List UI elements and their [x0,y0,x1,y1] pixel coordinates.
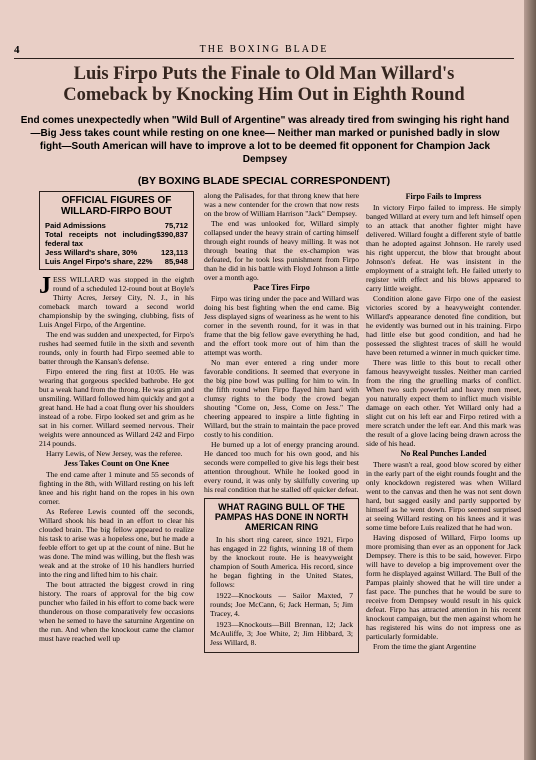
subheading: Firpo Fails to Impress [405,192,482,201]
article-column-2 [204,191,359,757]
figures-box-title: OFFICIAL FIGURES OF WILLARD-FIRPO BOUT [60,195,173,217]
figures-row-label: Jess Willard's share, 30% [45,248,138,257]
page-binding [524,0,536,760]
headline-line-2: Comeback by Knocking Him Out in Eighth Round [63,85,465,105]
masthead: THE BOXING BLADE [199,44,329,55]
paragraph: The end came after 1 minute and 55 seconds of fighting in the 8th, with Willard resting on his left knee and his right hand on the ropes in his own corner. [39,470,194,506]
headline-line-1: Luis Firpo Puts the Finale to Old Man Willard's [73,64,455,84]
figures-row [45,221,188,230]
figures-row [45,257,188,266]
record-box-title: WHAT RAGING BULL OF THE PAMPAS HAS DONE IN NORTH AMERICAN RING [214,502,349,532]
deck-summary: End comes unexpectedly when "Wild Bull of Argentine" was already tired from swinging his right hand—Big Jess takes count while resting on one knee— Neither man marked or punished badly in slow fight—South American will have to improve a lot to be deemed fit opponent for Champion Jack Dempsey [20,115,510,165]
paragraph: Condition alone gave Firpo one of the easiest victories scored by a heavyweight contender. Willard's appearance denoted fine condition, but he evidently was burned out in his training. Firpo had little else but good condition, and had he possessed the slightest traces of skill he would have been returned a winner in much quicker time. [366,294,521,357]
figures-row-label: Luis Angel Firpo's share, 22% [45,257,153,266]
paragraph: Firpo entered the ring first at 10:05. He was wearing that gorgeous speckled bathrobe. He got but a weak hand from the throng. He was grim and unsmiling. Willard followed him quickly and got a great hand. He had a coat flung over his shoulders instead of a robe. Firpo looked set and grim as he sat in his corner. Willard seemed nervous. Their weights were announced as Willard 242 and Firpo 214 pounds. [39,367,194,448]
firpo-record-box [204,498,359,653]
byline: (BY BOXING BLADE SPECIAL CORRESPONDENT) [137,175,391,187]
page-header [14,44,514,58]
paragraph: He burned up a lot of energy prancing around. He danced too much for his own good, and his seconds were compelled to give his legs their best attention throughout. While he looked good in every round, it was only by skilfully covering up his real condition that he stalled off quicker defeat. [204,440,359,494]
paragraph: From the time the giant Argentine [373,642,476,651]
paragraph-text: ESS WILLARD was stopped in the eighth round of a scheduled 12-round bout at Boyle's Thirty Acres, Jersey City, N. J., in his comeback march toward a second world championship by the swinging, clubbing, fists of Luis Angel Firpo, of the Argentine. [39,275,194,329]
paragraph: Having disposed of Willard, Firpo looms up more promising than ever as an opponent for Jack Dempsey. There is this to be said, however. Firpo will have to develop a big improvement over the form he displayed against Willard. The Bull of the Pampas plainly showed that he will tire under a fast pace. The punches that he would be sure to receive from Dempsey would result in his quick defeat. Firpo has attracted attention in his recent knockout campaign, but the men against whom he has registered his wins do not impress one as particularly formidable. [366,533,521,641]
figures-row-label: Paid Admissions [45,221,106,230]
page-number: 4 [14,44,20,56]
paragraph: Harry Lewis, of New Jersey, was the referee. [46,449,183,458]
figures-row-value: 75,712 [164,221,188,230]
figures-row-label: Total receipts not including federal tax [45,230,157,248]
record-paragraph: 1922—Knockouts — Sailor Maxted, 7 rounds; Joe McCann, 6; Jack Herman, 5; Jim Tracey, 4. [210,591,353,618]
paragraph: As Referee Lewis counted off the seconds, Willard shook his head in an effort to clear his clouded brain. The big fellow appeared to realize his task to arise was a hopeless one, but he made a feeble effort to get up at the count of nine. But he was done. The mind was willing, but the flesh was weak and at the stroke of 10 his handlers hurried into the ring and lifted him to his chair. [39,507,194,579]
figures-row-value: 123,113 [160,248,188,257]
official-figures-box [39,191,194,270]
article-column-1 [39,191,194,757]
paragraph: No man ever entered a ring under more favorable conditions. It seemed that everyone in the big pine bowl was pulling for him to win. In the fifth round when Firpo flayed him hard with clumsy rights to the body the crowd began shouting "Come on, Jess, Come on Jess." The cheering appeared to inspire a little fighting in Willard, but the strain to maintain the pace proved costly to his condition. [204,358,359,439]
article-column-3 [366,191,521,757]
paragraph: The end was unlooked for, Willard simply collapsed under the heavy strain of carting himself through eight rounds of heavy milling. It was not through beating that the ex-champion was defeated, for he took less punishment from Firpo than he did in his battle with Floyd Johnson a little over a month ago. [204,219,359,282]
subheading: No Real Punches Landed [400,449,487,458]
record-paragraph: In his short ring career, since 1921, Firpo has engaged in 22 fights, winning 18 of them by the knockout route. He is heavyweight champion of South America. His record, since he began fighting in the United States, follows: [210,535,353,589]
paragraph: The bout attracted the biggest crowd in ring history. The roars of approval for the big cow puncher who failed in his effort to come back were thunderous on those comparatively few occasions when he semed to have the saturnine Argentine on the run. And when the knockout came the clamor must have reached well up [39,580,194,643]
paragraph: In victory Firpo failed to impress. He simply banged Willard at every turn and left himself open to an attack that another fighter might have delivered. Willard fought a different style of battle than he adopted against Johnson. He rarely used his right uppercut, the blow that brought about Johnson's defeat. He was insistent in the employment of a straight left. He failed utterly to register with effect and his blows appeared to carry little weight. [366,203,521,293]
paragraph: Firpo was tiring under the pace and Willard was doing his best fighting when the end came. Big Jess displayed signs of weariness as he went to his corner in the seventh round, for it was in that frame that the big fellow gave everything he had, and the effort took more out of him than the attempt was worth. [204,294,359,357]
headline [14,64,514,106]
paragraph: There was little to this bout to recall other famous heavyweight tussles. Neither man carried from the ring the gruelling marks of conflict. When two such powerful and heavy men meet, you naturally expect them to inflict much visible damage on each other. Yet Willard only had a slight cut on his left ear and Firpo retired with a mere scratch under the left ear. And this mark was the result of a glove lacing being drawn across the side of his head. [366,358,521,448]
figures-row-value: 85,948 [164,257,188,266]
figures-row [45,230,188,248]
record-paragraph: 1923—Knockouts—Bill Brennan, 12; Jack McAuliffe, 3; Joe White, 2; Jim Hibbard, 3; Jess Willard, 8. [210,620,353,647]
figures-row-value: $390,837 [156,230,188,239]
paragraph: The end was sudden and unexpected, for Firpo's rushes had seemed futile in the sixth and seventh rounds, only in fourth had Firpo seemed able to batter through the Kansan's defense. [39,330,194,366]
subheading: Pace Tires Firpo [253,283,310,292]
header-rule [14,58,514,59]
subheading: Jess Takes Count on One Knee [63,459,170,468]
paragraph: along the Palisades, for that throng knew that here was a new contender for the crown that now rests on the brow of William Harrison "Jack" Dempsey. [204,191,359,218]
figures-row [45,248,188,257]
drop-cap: J [39,273,51,299]
paragraph [39,275,194,329]
paragraph: There wasn't a real, good blow scored by either in the early part of the eight rounds fought and the only knockdown registered was when Willard went to the canvas and then he was not sent down hard, but sagged easily and partly supported by himself as he went down. Firpo seemed surprised at seeing Willard resting on his knees and it was some time before Luis realized that he had won. [366,460,521,532]
